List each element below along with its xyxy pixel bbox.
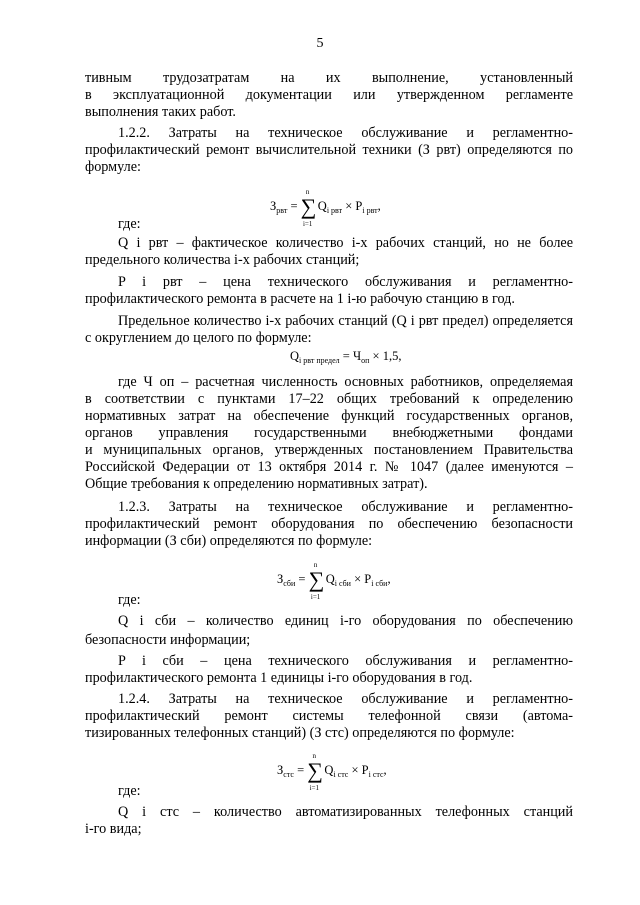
- paragraph-line: профилактический ремонт оборудования по обеспечению безопасности: [85, 516, 573, 532]
- formula-z-rvt: $З_{рвт} = n$ ∑ i=1 $Q_{i рвт} \times P_{i рвт}$,: [270, 188, 381, 228]
- paragraph-line: выполнения таких работ.: [85, 104, 236, 120]
- definition-line: P i сби – цена технического обслуживания и регламентно-: [118, 653, 573, 669]
- formula-z-sts: $З_{стс} = n$ ∑ i=1 $Q_{i стс} \times P_{i стс}$,: [277, 752, 387, 792]
- definition-line: i-го вида;: [85, 821, 142, 837]
- definition-line: Q i сби – количество единиц i-го оборудования по обеспечению: [118, 613, 573, 629]
- where-label: где:: [118, 783, 141, 799]
- paragraph-line: Общие требования к определению нормативных затрат).: [85, 476, 428, 492]
- formula-z-sbi: $З_{сби} = n$ ∑ i=1 $Q_{i сби} \times P_{i сби}$,: [277, 561, 391, 601]
- definition-line: P i рвт – цена технического обслуживания и регламентно-: [118, 274, 573, 290]
- paragraph-line: тивным трудозатратам на их выполнение, установленный: [85, 70, 573, 86]
- page-number: 5: [316, 36, 324, 51]
- where-label: где:: [118, 592, 141, 608]
- paragraph-line: и муниципальных органов, утвержденных постановлением Правительства: [85, 442, 573, 458]
- definition-line: Q i рвт – фактическое количество i-х рабочих станций, но не более: [118, 235, 573, 251]
- paragraph-line: с округлением до целого по формуле:: [85, 330, 312, 346]
- paragraph-line: органов управления государственными внебюджетными фондами: [85, 425, 573, 441]
- section-1-2-4-heading: 1.2.4. Затраты на техническое обслуживание и регламентно-: [118, 691, 573, 707]
- paragraph-line: где Ч оп – расчетная численность основных работников, определяемая: [118, 374, 573, 390]
- section-1-2-2-heading: 1.2.2. Затраты на техническое обслуживание и регламентно-: [118, 125, 573, 141]
- paragraph-line: информации (З сби) определяются по формуле:: [85, 533, 373, 549]
- definition-line: Q i стс – количество автоматизированных телефонных станций: [118, 804, 573, 820]
- section-1-2-3-heading: 1.2.3. Затраты на техническое обслуживание и регламентно-: [118, 499, 573, 515]
- paragraph-line: формуле:: [85, 159, 141, 175]
- definition-line: профилактического ремонта 1 единицы i-го оборудования в год.: [85, 670, 473, 686]
- paragraph-line: тизированных телефонных станций) (З стс) определяются по формуле:: [85, 725, 515, 741]
- paragraph-line: нормативных затрат на обеспечение функций государственных органов,: [85, 408, 573, 424]
- formula-q-limit: $Q_{i рвт предел} = Ч_{оп} \times 1,5$,: [290, 349, 402, 365]
- paragraph-line: профилактический ремонт вычислительной техники (З рвт) определяются по: [85, 142, 573, 158]
- paragraph-line: Российской Федерации от 13 октября 2014 г. № 1047 (далее именуются –: [85, 459, 573, 475]
- paragraph-line: профилактический ремонт системы телефонной связи (автома-: [85, 708, 573, 724]
- paragraph-line: в эксплуатационной документации или утвержденном регламенте: [85, 87, 573, 103]
- paragraph-line: Предельное количество i-х рабочих станций (Q i рвт предел) определяется: [118, 313, 573, 329]
- definition-line: профилактического ремонта в расчете на 1 i-ю рабочую станцию в год.: [85, 291, 515, 307]
- definition-line: безопасности информации;: [85, 632, 251, 648]
- where-label: где:: [118, 216, 141, 232]
- definition-line: предельного количества i-х рабочих станций;: [85, 252, 360, 268]
- paragraph-line: в соответствии с пунктами 17–22 общих требований к определению: [85, 391, 573, 407]
